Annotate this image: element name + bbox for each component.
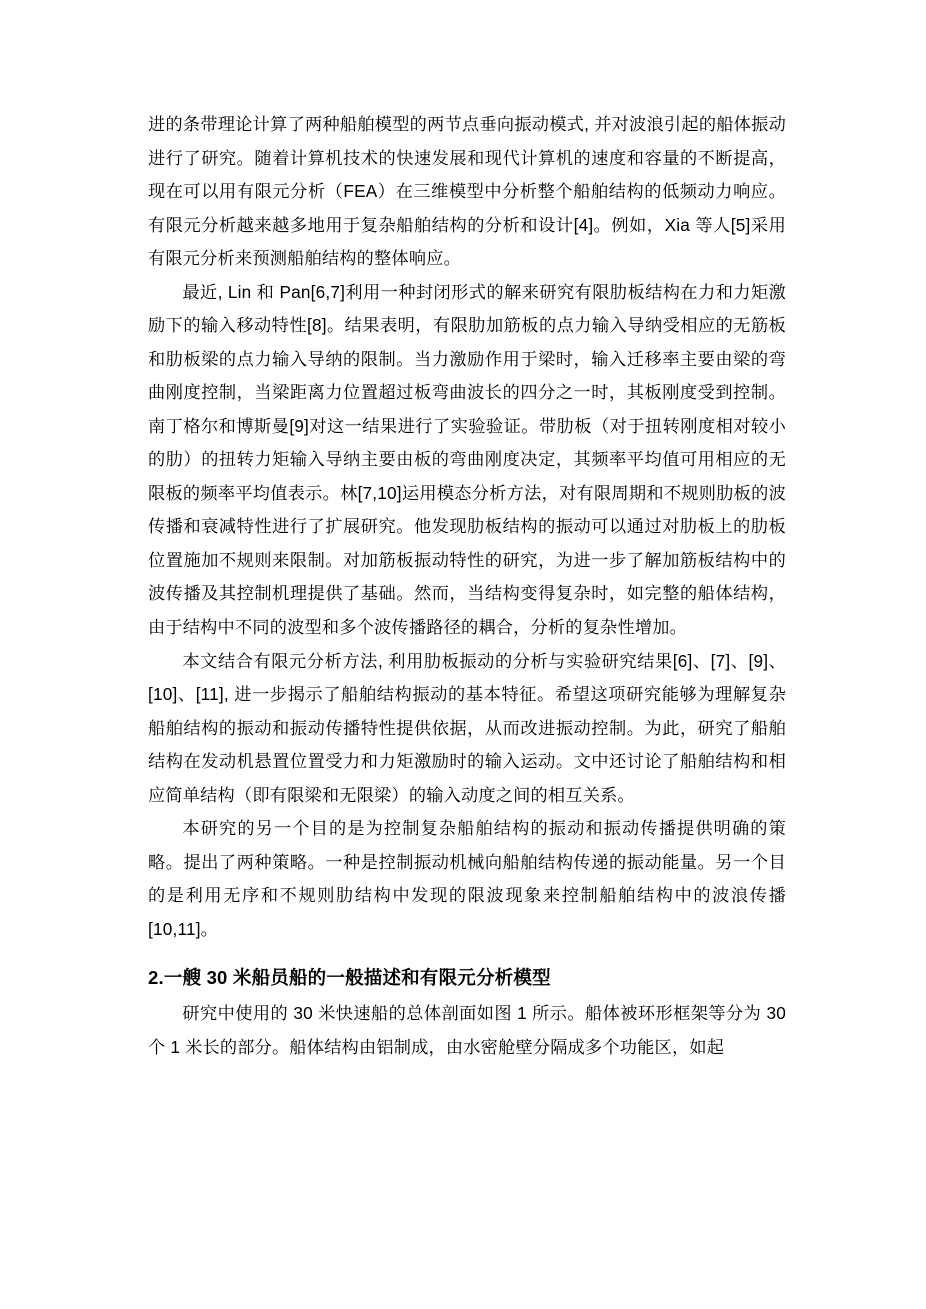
section-heading: 2.一艘 30 米船员船的一般描述和有限元分析模型: [148, 967, 551, 989]
document-body: [148, 108, 786, 1064]
paragraph-5: 研究中使用的 30 米快速船的总体剖面如图 1 所示。船体被环形框架等分为 30 个 1 米长的部分。船体结构由铝制成，由水密舱壁分隔成多个功能区，如起: [148, 1003, 786, 1057]
paragraph-2: 最近, Lin 和 Pan[6,7]利用一种封闭形式的解来研究有限肋板结构在力和力矩激励下的输入移动特性[8]。结果表明，有限肋加筋板的点力输入导纳受相应的无筋板和肋板梁的点力输入导纳的限制。当力激励作用于梁时，输入迁移率主要由梁的弯曲刚度控制，当梁距离力位置超过板弯曲波长的四分之一时，其板刚度受到控制。南丁格尔和博斯曼[9]对这一结果进行了实验验证。带肋板（对于扭转刚度相对较小的肋）的扭转力矩输入导纳主要由板的弯曲刚度决定，其频率平均值可用相应的无限板的频率平均值表示。林[7,10]运用模态分析方法，对有限周期和不规则肋板的波传播和衰减特性进行了扩展研究。他发现肋板结构的振动可以通过对肋板上的肋板位置施加不规则来限制。对加筋板振动特性的研究，为进一步了解加筋板结构中的波传播及其控制机理提供了基础。然而，当结构变得复杂时，如完整的船体结构，由于结构中不同的波型和多个波传播路径的耦合，分析的复杂性增加。: [148, 281, 786, 637]
paragraph-1: 进的条带理论计算了两种船舶模型的两节点垂向振动模式, 并对波浪引起的船体振动进行了研究。随着计算机技术的快速发展和现代计算机的速度和容量的不断提高，现在可以用有限元分析（FEA）在三维模型中分析整个船舶结构的低频动力响应。有限元分析越来越多地用于复杂船舶结构的分析和设计[4]。例如，Xia 等人[5]采用有限元分析来预测船舶结构的整体响应。: [148, 114, 786, 269]
paragraph-4: 本研究的另一个目的是为控制复杂船舶结构的振动和振动传播提供明确的策略。提出了两种策略。一种是控制振动机械向船舶结构传递的振动能量。另一个目的是利用无序和不规则肋结构中发现的限波现象来控制船舶结构中的波浪传播[10,11]。: [148, 818, 786, 939]
paragraph-3: 本文结合有限元分析方法, 利用肋板振动的分析与实验研究结果[6]、[7]、[9]、[10]、[11], 进一步揭示了船舶结构振动的基本特征。希望这项研究能够为理解复杂船舶结构的振动和振动传播特性提供依据，从而改进振动控制。为此，研究了船舶结构在发动机悬置位置受力和力矩激励时的输入运动。文中还讨论了船舶结构和相应简单结构（即有限梁和无限梁）的输入动度之间的相互关系。: [148, 650, 786, 805]
